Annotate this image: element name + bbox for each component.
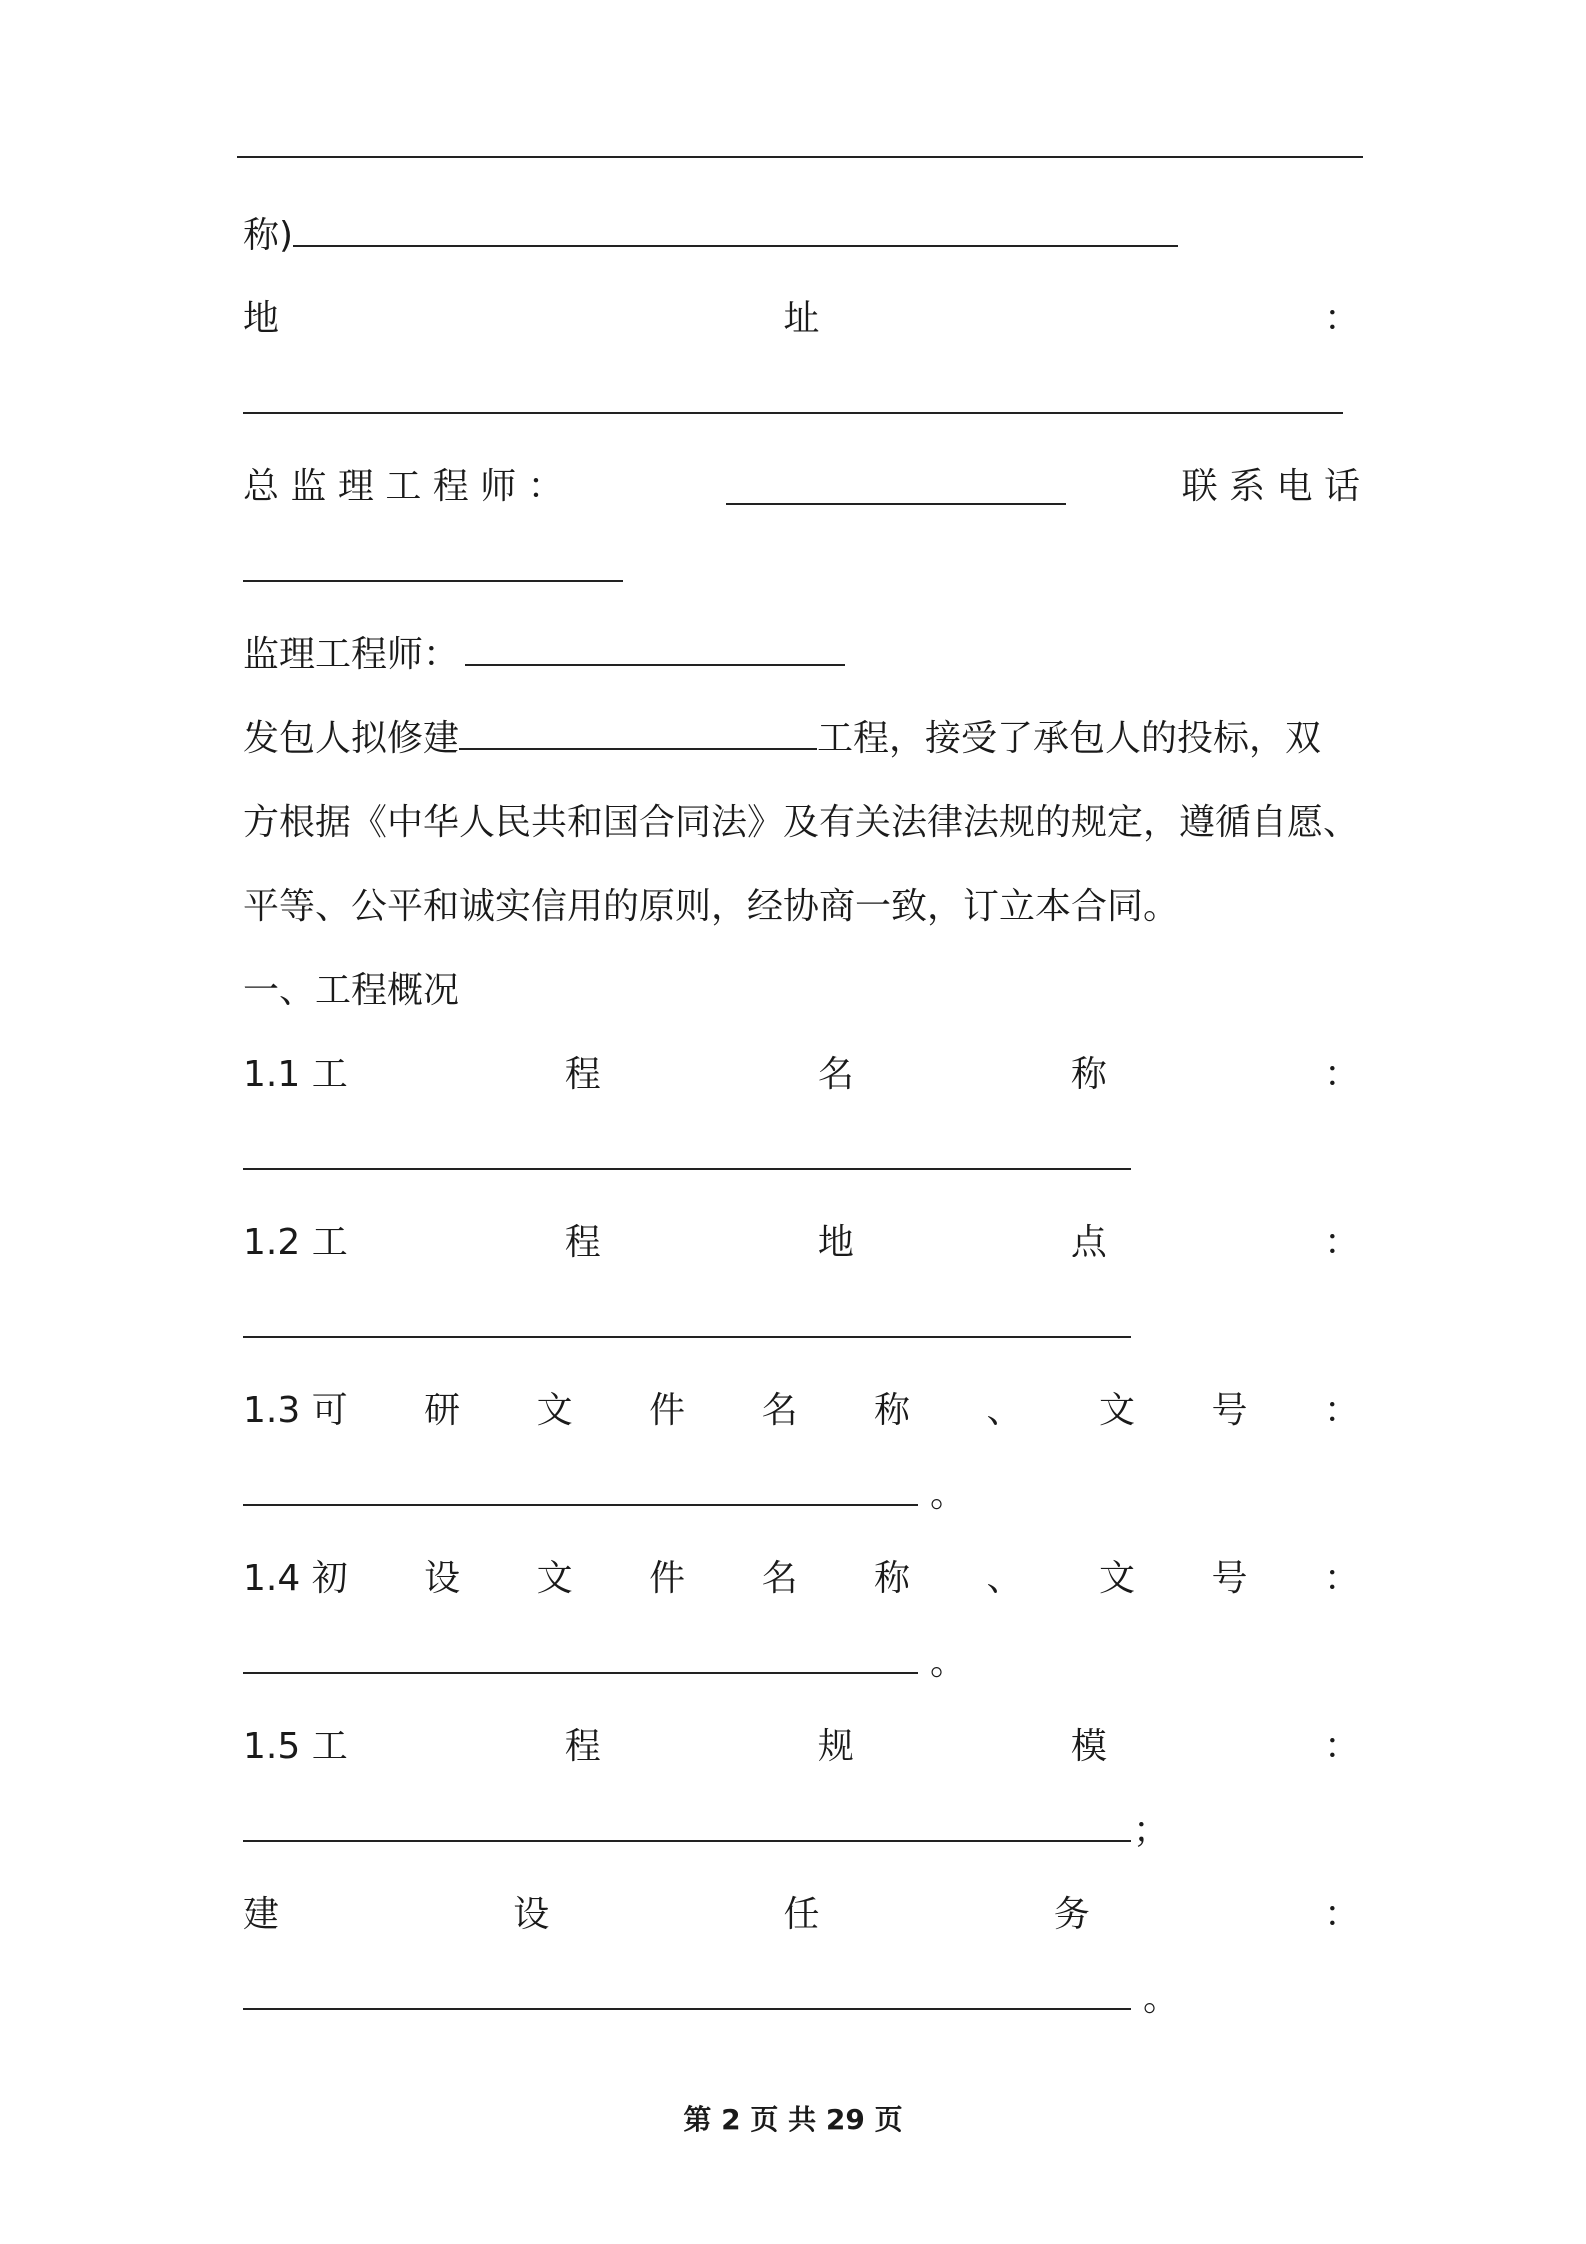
contact-phone-blank[interactable] (243, 550, 623, 582)
task-char-2: 设 (513, 1894, 550, 1935)
item-1-2-part-2: 程 (564, 1222, 601, 1263)
item-1-4-part-1: 1.4 初 (243, 1558, 348, 1599)
item-1-2-blank[interactable] (243, 1306, 1131, 1338)
address-colon: ： (1323, 298, 1360, 339)
address-char-1: 地 (243, 298, 280, 339)
item-1-1-blank-line (243, 1131, 1360, 1187)
chief-supervisor-label: 总 监 理 工 程 师 ： (243, 466, 564, 507)
paragraph-1b: 工程，接受了承包人的投标，双 (817, 718, 1322, 759)
item-1-3-part-5: 名 (761, 1390, 798, 1431)
paragraph-line-1 (243, 711, 1360, 767)
item-1-5-part-3: 规 (817, 1726, 854, 1767)
item-1-2-colon: ： (1323, 1222, 1360, 1263)
item-1-1-blank[interactable] (243, 1138, 1131, 1170)
item-1-3-blank-line (243, 1467, 1360, 1523)
item-1-1-part-4: 称 (1070, 1054, 1107, 1095)
item-1-3-part-9: 号 (1211, 1390, 1248, 1431)
contact-phone-blank-line (243, 543, 1360, 599)
task-blank-line (243, 1971, 1360, 2027)
paragraph-line-3 (243, 879, 1360, 935)
item-1-5-blank-line (243, 1803, 1360, 1859)
item-1-3-part-4: 件 (649, 1390, 686, 1431)
item-1-4-part-9: 号 (1211, 1558, 1248, 1599)
item-1-5-line (243, 1719, 1360, 1775)
item-1-5-part-2: 程 (564, 1726, 601, 1767)
header-rule (237, 156, 1363, 158)
item-1-3-blank[interactable] (243, 1474, 918, 1506)
item-1-2-part-3: 地 (817, 1222, 854, 1263)
address-char-2: 址 (783, 298, 820, 339)
item-1-3-part-6: 称 (874, 1390, 911, 1431)
item-1-5-semicolon: ； (1133, 1810, 1170, 1851)
item-1-3-line (243, 1383, 1360, 1439)
task-period: 。 (1143, 1978, 1180, 2019)
paragraph-3: 平等、公平和诚实信用的原则，经协商一致，订立本合同。 (243, 886, 1180, 927)
page-number: 第 2 页 共 29 页 (683, 2103, 903, 2136)
item-1-1-part-1: 1.1 工 (243, 1054, 348, 1095)
address-blank[interactable] (243, 382, 1343, 414)
task-char-1: 建 (243, 1894, 280, 1935)
item-1-5-part-4: 模 (1070, 1726, 1107, 1767)
item-1-5-colon: ： (1323, 1726, 1360, 1767)
name-tail-text: 称) (243, 215, 294, 256)
item-1-3-period: 。 (930, 1474, 967, 1515)
item-1-4-colon: ： (1323, 1558, 1360, 1599)
item-1-1-line (243, 1047, 1360, 1103)
supervisor-line (243, 627, 1360, 683)
section-1-title: 一、工程概况 (243, 970, 460, 1011)
item-1-4-blank-line (243, 1635, 1360, 1691)
paragraph-line-2 (243, 795, 1360, 851)
task-line (243, 1887, 1360, 1943)
address-blank-line (243, 375, 1360, 431)
item-1-3-colon: ： (1323, 1390, 1360, 1431)
item-1-3-part-8: 文 (1098, 1390, 1135, 1431)
name-blank[interactable] (293, 215, 1178, 247)
item-1-5-blank[interactable] (243, 1810, 1131, 1842)
item-1-2-blank-line (243, 1299, 1360, 1355)
section-1-heading (243, 963, 1360, 1019)
item-1-3-part-1: 1.3 可 (243, 1390, 348, 1431)
task-blank[interactable] (243, 1978, 1131, 2010)
item-1-4-part-4: 件 (649, 1558, 686, 1599)
item-1-3-part-3: 文 (536, 1390, 573, 1431)
item-1-2-part-4: 点 (1070, 1222, 1107, 1263)
item-1-4-part-2: 设 (424, 1558, 461, 1599)
contact-phone-label: 联 系 电 话 (1181, 466, 1360, 507)
item-1-4-part-3: 文 (536, 1558, 573, 1599)
item-1-2-line (243, 1215, 1360, 1271)
item-1-4-part-6: 称 (874, 1558, 911, 1599)
task-colon: ： (1323, 1894, 1360, 1935)
item-1-3-part-2: 研 (424, 1390, 461, 1431)
item-1-2-part-1: 1.2 工 (243, 1222, 348, 1263)
chief-supervisor-blank[interactable] (726, 473, 1066, 505)
supervisor-blank[interactable] (465, 634, 845, 666)
paragraph-2: 方根据《中华人民共和国合同法》及有关法律法规的规定，遵循自愿、 (243, 802, 1360, 843)
item-1-1-part-3: 名 (817, 1054, 854, 1095)
supervisor-label: 监理工程师： (243, 634, 460, 675)
item-1-4-part-7: 、 (986, 1558, 1023, 1599)
item-1-4-period: 。 (930, 1642, 967, 1683)
item-1-1-colon: ： (1323, 1054, 1360, 1095)
task-char-3: 任 (783, 1894, 820, 1935)
address-label-line (243, 291, 1360, 347)
item-1-4-part-5: 名 (761, 1558, 798, 1599)
item-1-4-blank[interactable] (243, 1642, 918, 1674)
item-1-4-line (243, 1551, 1360, 1607)
item-1-4-part-8: 文 (1098, 1558, 1135, 1599)
item-1-3-part-7: 、 (986, 1390, 1023, 1431)
name-continuation-line (243, 208, 1360, 264)
project-name-blank[interactable] (459, 718, 817, 750)
item-1-5-part-1: 1.5 工 (243, 1726, 348, 1767)
item-1-1-part-2: 程 (564, 1054, 601, 1095)
task-char-4: 务 (1053, 1894, 1090, 1935)
chief-supervisor-line (243, 459, 1360, 515)
paragraph-1a: 发包人拟修建 (243, 718, 460, 759)
